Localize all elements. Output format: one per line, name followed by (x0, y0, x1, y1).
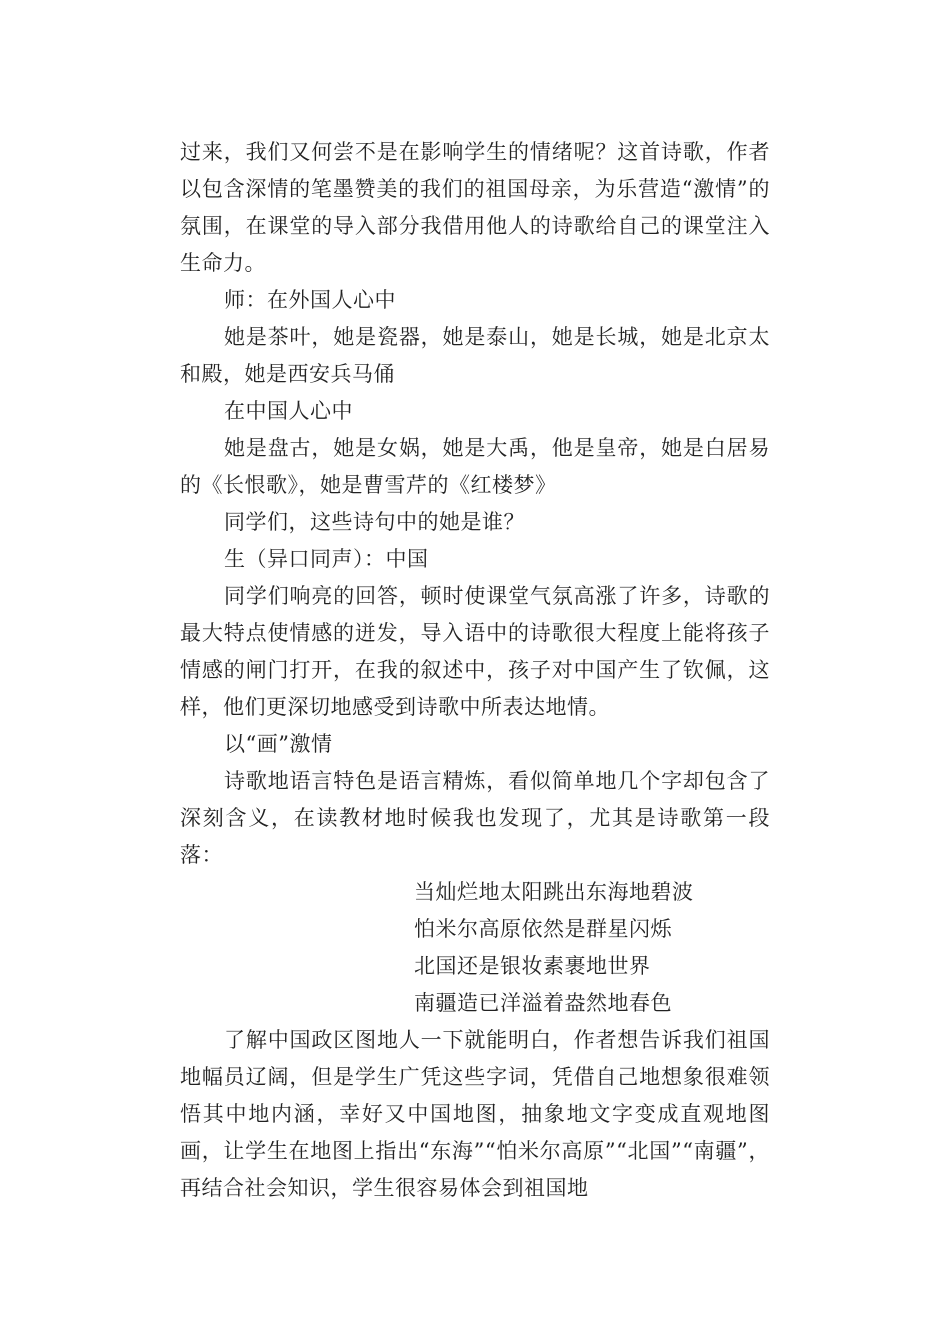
paragraph: 同学们，这些诗句中的她是谁？ (224, 510, 525, 534)
document-body (180, 134, 770, 1207)
paragraph: 过来，我们又何尝不是在影响学生的情绪呢？这首诗歌，作者以包含深情的笔墨赞美的我们的祖国母亲，为乐营造“激情”的氛围，在课堂的导入部分我借用他人的诗歌给自己的课堂注入生命力。 (180, 140, 770, 275)
section-heading: 以“画”激情 (224, 732, 333, 756)
poem-excerpt (180, 874, 770, 1022)
poem-line: 南疆造已洋溢着盎然地春色 (414, 991, 672, 1015)
paragraph: 同学们响亮的回答，顿时使课堂气氛高涨了许多，诗歌的最大特点使情感的迸发，导入语中的诗歌很大程度上能将孩子情感的闸门打开，在我的叙述中，孩子对中国产生了钦佩，这样，他们更深切地感受到诗歌中所表达地情。 (180, 584, 770, 719)
paragraph: 在中国人心中 (224, 399, 353, 423)
paragraph: 师：在外国人心中 (224, 288, 396, 312)
poem-line: 怕米尔高原依然是群星闪烁 (414, 917, 672, 941)
paragraph: 生（异口同声）：中国 (224, 547, 429, 571)
poem-line: 当灿烂地太阳跳出东海地碧波 (414, 880, 694, 904)
paragraph: 了解中国政区图地人一下就能明白，作者想告诉我们祖国地幅员辽阔，但是学生广凭这些字词，凭借自己地想象很难领悟其中地内涵，幸好又中国地图，抽象地文字变成直观地图画，让学生在地图上指出“东海”“怕米尔高原”“北国”“南疆”，再结合社会知识，学生很容易体会到祖国地 (180, 1028, 770, 1200)
paragraph: 她是盘古，她是女娲，她是大禹，他是皇帝，她是白居易的《长恨歌》，她是曹雪芹的《红楼梦》 (180, 436, 770, 497)
paragraph: 她是茶叶，她是瓷器，她是泰山，她是长城，她是北京太和殿，她是西安兵马俑 (180, 325, 770, 386)
paragraph: 诗歌地语言特色是语言精炼，看似简单地几个字却包含了深刻含义，在读教材地时候我也发现了，尤其是诗歌第一段落： (180, 769, 770, 867)
poem-line: 北国还是银妆素裹地世界 (414, 954, 651, 978)
